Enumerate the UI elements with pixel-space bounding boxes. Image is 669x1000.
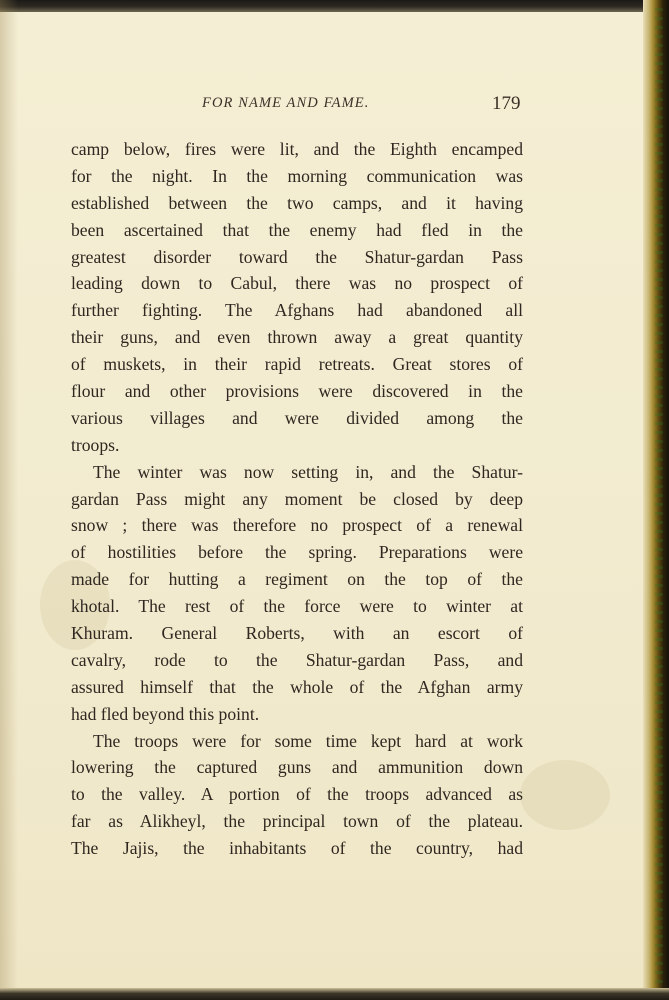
book-fore-edge [643, 0, 669, 1000]
paragraph-start-line: The winter was now setting in, and the Shatur- [93, 461, 523, 482]
text-line: flour and other provisions were discovered in the [71, 381, 523, 402]
running-head [0, 93, 669, 117]
text-line: lowering the captured guns and ammunition down [71, 757, 523, 778]
paper-stain [520, 760, 610, 830]
body-text [71, 136, 523, 862]
page-top-edge [0, 0, 669, 12]
text-line: made for hutting a regiment on the top of the [71, 569, 523, 590]
paragraph-end-line: had fled beyond this point. [71, 703, 260, 724]
text-line: Khuram. General Roberts, with an escort of [71, 623, 523, 644]
page-edge-texture [655, 8, 663, 992]
running-title: FOR NAME AND FAME. [202, 95, 370, 111]
paragraph-end-line: troops. [71, 434, 120, 455]
text-line: far as Alikheyl, the principal town of the plateau. [71, 811, 523, 832]
text-line: snow ; there was therefore no prospect of a renewal [71, 515, 523, 536]
text-line: of muskets, in their rapid retreats. Great stores of [71, 354, 523, 375]
text-line: The Jajis, the inhabitants of the country, had [71, 838, 523, 859]
text-line: their guns, and even thrown away a great quantity [71, 327, 523, 348]
text-line: of hostilities before the spring. Preparations were [71, 542, 523, 563]
text-line: camp below, fires were lit, and the Eighth encamped [71, 139, 523, 159]
text-line: assured himself that the whole of the Afghan army [71, 676, 523, 697]
text-line: for the night. In the morning communication was [71, 165, 523, 186]
text-line: greatest disorder toward the Shatur-gardan Pass [71, 246, 523, 267]
gutter-shadow [0, 0, 18, 1000]
text-line: to the valley. A portion of the troops advanced as [71, 784, 523, 805]
text-line: further fighting. The Afghans had abandoned all [71, 300, 523, 321]
paragraph-start-line: The troops were for some time kept hard at work [93, 730, 523, 751]
text-line: leading down to Cabul, there was no prospect of [71, 273, 523, 294]
text-line: cavalry, rode to the Shatur-gardan Pass, and [71, 649, 523, 670]
text-line: gardan Pass might any moment be closed by deep [71, 488, 523, 509]
text-line: various villages and were divided among the [71, 407, 523, 428]
page-bottom-edge [0, 988, 669, 1000]
text-line: been ascertained that the enemy had fled in the [71, 219, 523, 240]
text-line: khotal. The rest of the force were to winter at [71, 596, 523, 617]
page-number: 179 [492, 93, 521, 114]
text-line: established between the two camps, and it having [71, 192, 523, 213]
